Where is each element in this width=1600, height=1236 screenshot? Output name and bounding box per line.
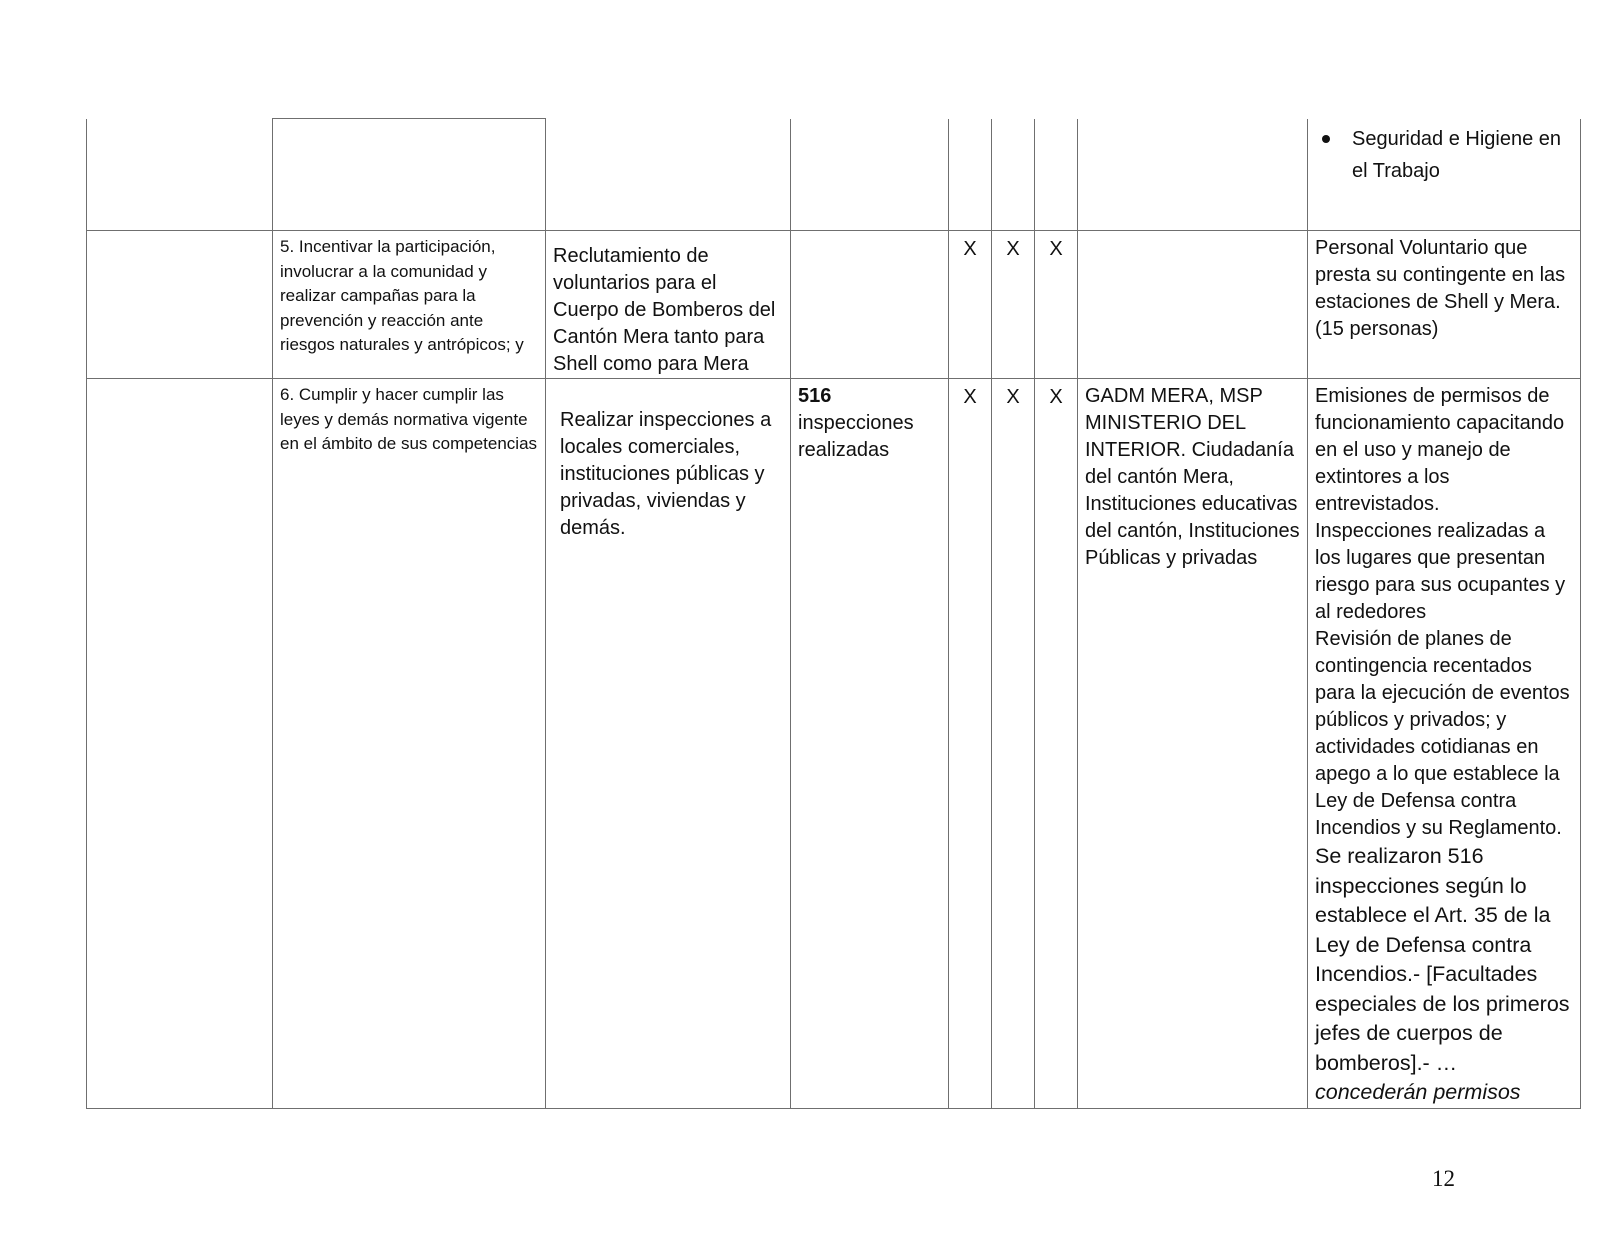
- cell-results: [1308, 119, 1581, 231]
- cell-activity: [546, 231, 791, 379]
- cell-mark: [1035, 231, 1078, 379]
- activity-text: Reclutamiento de voluntarios para el Cuerpo de Bomberos del Cantón Mera tanto para Shell como para Mera: [553, 245, 776, 375]
- results-text: Personal Voluntario que presta su contingente en las estaciones de Shell y Mera. (15 personas): [1315, 237, 1566, 340]
- document-table: [86, 118, 1581, 1109]
- cell-indicator: [791, 379, 949, 1109]
- activity-text: Realizar inspecciones a locales comerciales, instituciones públicas y privadas, viviendas y demás.: [560, 409, 772, 539]
- bullet-text: Seguridad e Higiene en el Trabajo: [1352, 127, 1562, 182]
- result-italic-text: concederán permisos: [1315, 1080, 1521, 1104]
- cell-objective: [273, 231, 546, 379]
- results: [1308, 379, 1580, 1108]
- cell-mark: [949, 119, 992, 231]
- result-line: Inspecciones realizadas a los lugares que presentan riesgo para sus ocupantes y al rededores: [1315, 520, 1566, 623]
- indicator-text: [791, 231, 948, 235]
- objective-text: 6. Cumplir y hacer cumplir las leyes y demás normativa vigente en el ámbito de sus competencias: [280, 385, 538, 453]
- cell-mark: [949, 379, 992, 1109]
- cell-objective: [273, 379, 546, 1109]
- cell-blank: [87, 379, 273, 1109]
- cell-activity: [546, 119, 791, 231]
- results-lines: [1315, 383, 1574, 842]
- indicator-number: 516: [798, 385, 832, 407]
- cell-indicator: [791, 231, 949, 379]
- cell-results: [1308, 379, 1581, 1109]
- bullet-item: [1316, 123, 1572, 187]
- page-number: 12: [1432, 1166, 1455, 1191]
- result-article-text: Se realizaron 516 inspecciones según lo establece el Art. 35 de la Ley de Defensa contra Incendios.- [Facultades especiales de los primeros jefes de cuerpos de bomberos].- …: [1315, 844, 1570, 1075]
- mark-q3: X: [1049, 386, 1063, 408]
- cell-partners: [1078, 379, 1308, 1109]
- cell-activity: [546, 379, 791, 1109]
- cell-blank: [87, 231, 273, 379]
- cell-results: [1308, 231, 1581, 379]
- results-article: [1315, 842, 1574, 1108]
- result-line: Revisión de planes de contingencia recentados para la ejecución de eventos públicos y privados; y actividades cotidianas en apego a lo que establece la Ley de Defensa contra Incendios y su Reglamento.: [1315, 628, 1570, 839]
- cell-blank: [87, 119, 273, 231]
- indicator-text: inspecciones realizadas: [798, 412, 914, 461]
- partners-text: GADM MERA, MSP MINISTERIO DEL INTERIOR. Ciudadanía del cantón Mera, Instituciones educativas del cantón, Instituciones Públicas y privadas: [1085, 385, 1300, 569]
- table-row-continued: [87, 119, 1581, 231]
- cell-mark: [949, 231, 992, 379]
- cell-objective: [273, 119, 546, 231]
- objective-text: 5. Incentivar la participación, involucrar a la comunidad y realizar campañas para la prevención y reacción ante riesgos naturales y antrópicos; y: [280, 237, 524, 354]
- cell-mark: [1035, 379, 1078, 1109]
- table-row-6: [87, 379, 1581, 1109]
- cell-partners: [1078, 119, 1308, 231]
- mark-q1: X: [963, 386, 977, 408]
- cell-partners: [1078, 231, 1308, 379]
- mark-q2: X: [1006, 238, 1020, 260]
- result-line: Emisiones de permisos de funcionamiento capacitando en el uso y manejo de extintores a los entrevistados.: [1315, 385, 1565, 515]
- mark-q3: X: [1049, 238, 1063, 260]
- partners-text: [1078, 231, 1307, 235]
- mark-q2: X: [1006, 386, 1020, 408]
- bullet-icon: [1322, 135, 1330, 143]
- cell-mark: [992, 379, 1035, 1109]
- cell-mark: [992, 119, 1035, 231]
- cell-mark: [1035, 119, 1078, 231]
- cell-indicator: [791, 119, 949, 231]
- bullet-list: [1308, 119, 1580, 187]
- indicator: [791, 379, 948, 464]
- cell-mark: [992, 231, 1035, 379]
- table-row-5: [87, 231, 1581, 379]
- mark-q1: X: [963, 238, 977, 260]
